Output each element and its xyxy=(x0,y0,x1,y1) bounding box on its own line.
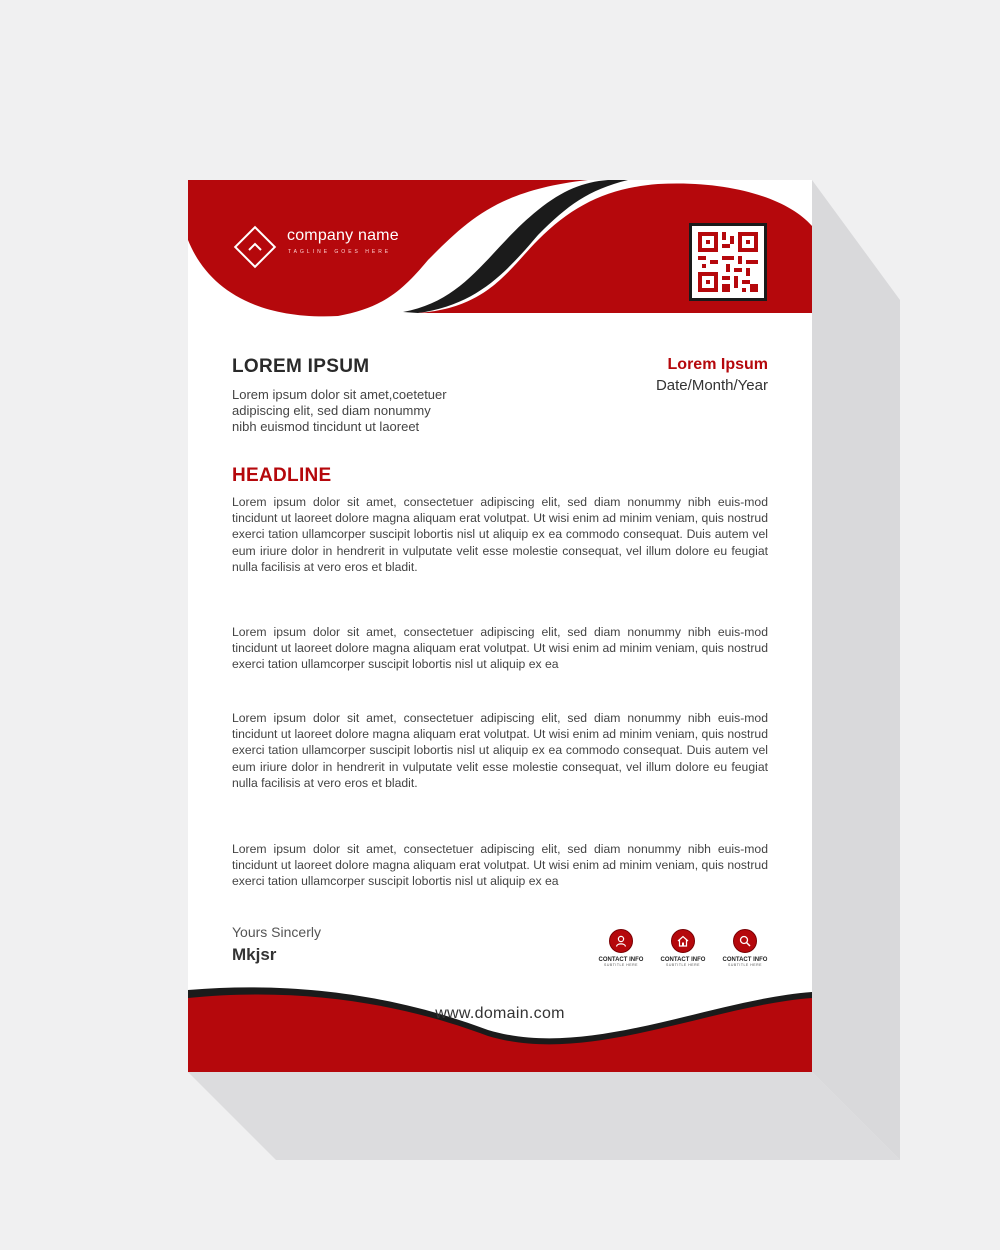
qr-code-icon xyxy=(689,223,767,301)
sender-name: Lorem Ipsum xyxy=(667,356,768,373)
headline: HEADLINE xyxy=(232,465,332,486)
sender-date: Date/Month/Year xyxy=(655,377,768,394)
contact-info-home xyxy=(651,929,715,967)
home-icon xyxy=(671,929,695,953)
contact-subtitle: SUBTITLE HERE xyxy=(728,963,762,967)
contact-label: CONTACT INFO xyxy=(598,957,644,963)
recipient-title: LOREM IPSUM xyxy=(232,356,370,377)
company-name: company name xyxy=(287,227,399,244)
contact-info-search xyxy=(713,929,777,967)
contact-subtitle: SUBTITLE HERE xyxy=(666,963,700,967)
recipient-address: Lorem ipsum dolor sit amet,coetetuer adipiscing elit, sed diam nonummy nibh euismod tincidunt ut laoreet xyxy=(232,387,447,434)
contact-label: CONTACT INFO xyxy=(660,957,706,963)
contact-subtitle: SUBTITLE HERE xyxy=(604,963,638,967)
website-url[interactable]: www.domain.com xyxy=(435,1005,565,1022)
body-paragraph: Lorem ipsum dolor sit amet, consectetuer adipiscing elit, sed diam nonummy nibh euis-mod tincidunt ut laoreet dolore magna aliquam erat volutpat. Ut wisi enim ad minim veniam, quis nostrud exerci tation ullamcorper suscipit lobortis nisl ut aliquip ex ea xyxy=(232,625,768,672)
tagline: TAGLINE GOES HERE xyxy=(288,249,392,255)
closing-salutation: Yours Sincerly xyxy=(232,924,321,940)
signature: Mkjsr xyxy=(232,945,277,964)
body-paragraph: Lorem ipsum dolor sit amet, consectetuer adipiscing elit, sed diam nonummy nibh euis-mod tincidunt ut laoreet dolore magna aliquam erat volutpat. Ut wisi enim ad minim veniam, quis nostrud exerci tation ullamcorper suscipit lobortis nisl ut aliquip ex ea commodo consequat. Duis autem vel eum iriure dolor in hendrerit in vulputate velit esse molestie consequat, vel illum dolore eu feugiat nulla facilisis at vero eros et bladit. xyxy=(232,495,768,574)
body-paragraph: Lorem ipsum dolor sit amet, consectetuer adipiscing elit, sed diam nonummy nibh euis-mod tincidunt ut laoreet dolore magna aliquam erat volutpat. Ut wisi enim ad minim veniam, quis nostrud exerci tation ullamcorper suscipit lobortis nisl ut aliquip ex ea xyxy=(232,842,768,889)
search-icon xyxy=(733,929,757,953)
contact-info-user xyxy=(589,929,653,967)
user-icon xyxy=(609,929,633,953)
letterhead-page xyxy=(188,180,812,1072)
contact-label: CONTACT INFO xyxy=(722,957,768,963)
diamond-house-icon xyxy=(232,224,278,270)
body-paragraph: Lorem ipsum dolor sit amet, consectetuer adipiscing elit, sed diam nonummy nibh euis-mod tincidunt ut laoreet dolore magna aliquam erat volutpat. Ut wisi enim ad minim veniam, quis nostrud exerci tation ullamcorper suscipit lobortis nisl ut aliquip ex ea commodo consequat. Duis autem vel eum iriure dolor in hendrerit in vulputate velit esse molestie consequat, vel illum dolore eu feugiat nulla facilisis at vero eros et bladit. xyxy=(232,711,768,790)
